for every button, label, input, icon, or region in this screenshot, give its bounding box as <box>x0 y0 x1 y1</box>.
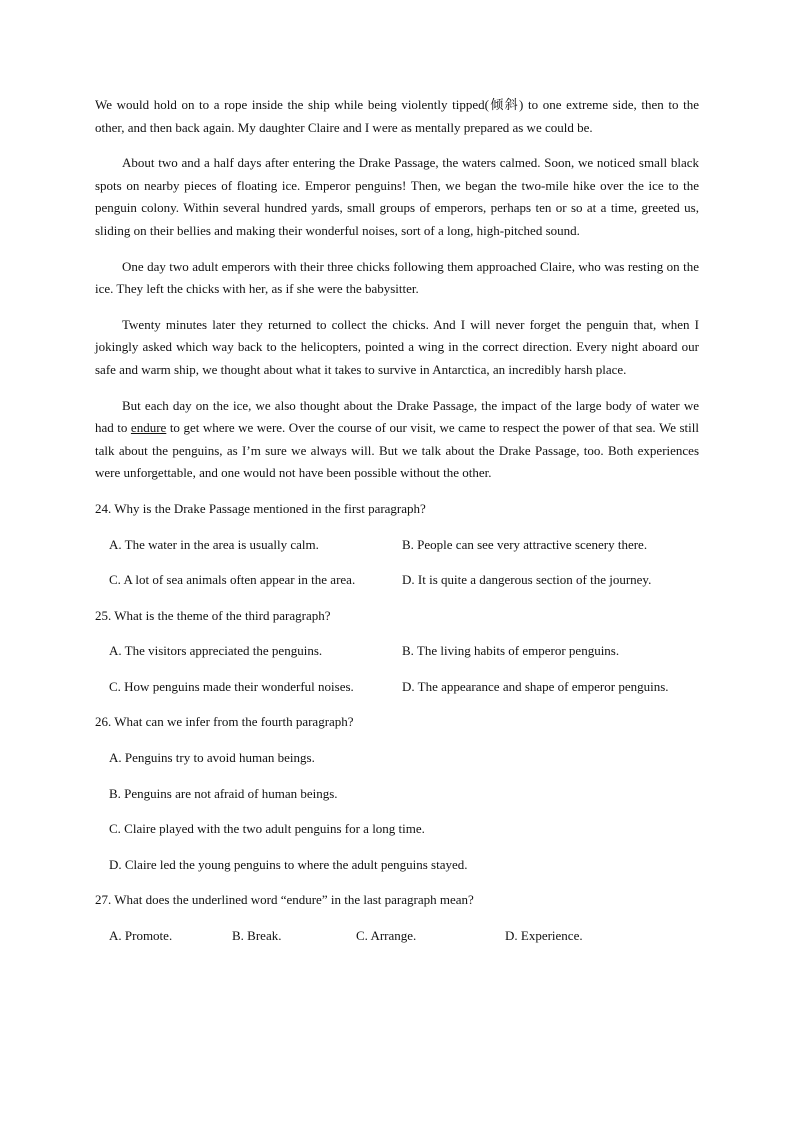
question-26-option-b[interactable]: B. Penguins are not afraid of human beings. <box>109 785 338 801</box>
question-24-option-d[interactable]: D. It is quite a dangerous section of the journey. <box>402 572 652 588</box>
question-26-option-d[interactable]: D. Claire led the young penguins to where the adult penguins stayed. <box>109 856 468 872</box>
question-24-options-row-1 <box>95 534 699 557</box>
question-24-options-row-2 <box>95 569 699 592</box>
question-27-options-row <box>95 925 699 948</box>
question-27-option-c[interactable]: C. Arrange. <box>356 928 417 944</box>
question-24-option-b[interactable]: B. People can see very attractive scenery there. <box>402 536 648 552</box>
question-25-stem: 25. What is the theme of the third paragraph? <box>95 607 331 623</box>
question-27-option-b[interactable]: B. Break. <box>232 928 282 944</box>
passage-paragraph-5 <box>95 395 699 485</box>
question-26-option-a[interactable]: A. Penguins try to avoid human beings. <box>109 750 315 766</box>
question-24-stem: 24. Why is the Drake Passage mentioned in the first paragraph? <box>95 500 426 516</box>
question-25-option-c[interactable]: C. How penguins made their wonderful noises. <box>109 678 354 694</box>
underlined-word-endure: endure <box>130 420 167 436</box>
passage-paragraph-3: One day two adult emperors with their three chicks following them approached Claire, who was resting on the ice. They left the chicks with her, as if she were the babysitter. <box>95 258 699 297</box>
question-25-options-row-1 <box>95 640 699 663</box>
question-26-stem: 26. What can we infer from the fourth paragraph? <box>95 714 354 730</box>
question-27-option-a[interactable]: A. Promote. <box>109 928 173 944</box>
exam-page <box>95 94 699 961</box>
question-25-option-a[interactable]: A. The visitors appreciated the penguins. <box>109 643 323 659</box>
question-26-option-c[interactable]: C. Claire played with the two adult penguins for a long time. <box>109 821 425 837</box>
question-25-options-row-2 <box>95 676 699 699</box>
passage-paragraph-4: Twenty minutes later they returned to collect the chicks. And I will never forget the penguin that, when I jokingly asked which way back to the helicopters, pointed a wing in the correct direction. Every night aboard our safe and warm ship, we thought about what it takes to survive in Antarctica, an incredibly harsh place. <box>95 316 699 377</box>
passage-paragraph-2: About two and a half days after entering the Drake Passage, the waters calmed. Soon, we noticed small black spots on nearby pieces of floating ice. Emperor penguins! Then, we began the two-mile hike over the ice to the penguin colony. Within several hundred yards, small groups of emperors, perhaps ten or so at a time, greeted us, sliding on their bellies and making their wonderful noises, sort of a long, high-pitched sound. <box>95 155 699 238</box>
question-24-option-c[interactable]: C. A lot of sea animals often appear in the area. <box>109 572 356 588</box>
paragraph-5-text-before: But each day on the ice, we also thought about the Drake Passage, the impact of the large body of water we had to <box>95 397 699 436</box>
question-24-option-a[interactable]: A. The water in the area is usually calm. <box>109 536 319 552</box>
passage-paragraph-1: We would hold on to a rope inside the ship while being violently tipped(倾斜) to one extreme side, then to the other, and then back again. My daughter Claire and I were as mentally prepared as we could be. <box>95 97 699 135</box>
question-25-option-d[interactable]: D. The appearance and shape of emperor penguins. <box>402 678 669 694</box>
paragraph-5-text-after: to get where we were. Over the course of our visit, we came to respect the power of that sea. We still talk about the penguins, as I’m sure we always will. But we talk about the Drake Passage, too. Both experiences were unforgettable, and one would not have been possible without the other. <box>95 420 699 481</box>
question-25-option-b[interactable]: B. The living habits of emperor penguins. <box>402 643 620 659</box>
question-27-option-d[interactable]: D. Experience. <box>505 928 583 944</box>
question-27-stem: 27. What does the underlined word “endure” in the last paragraph mean? <box>95 892 474 908</box>
